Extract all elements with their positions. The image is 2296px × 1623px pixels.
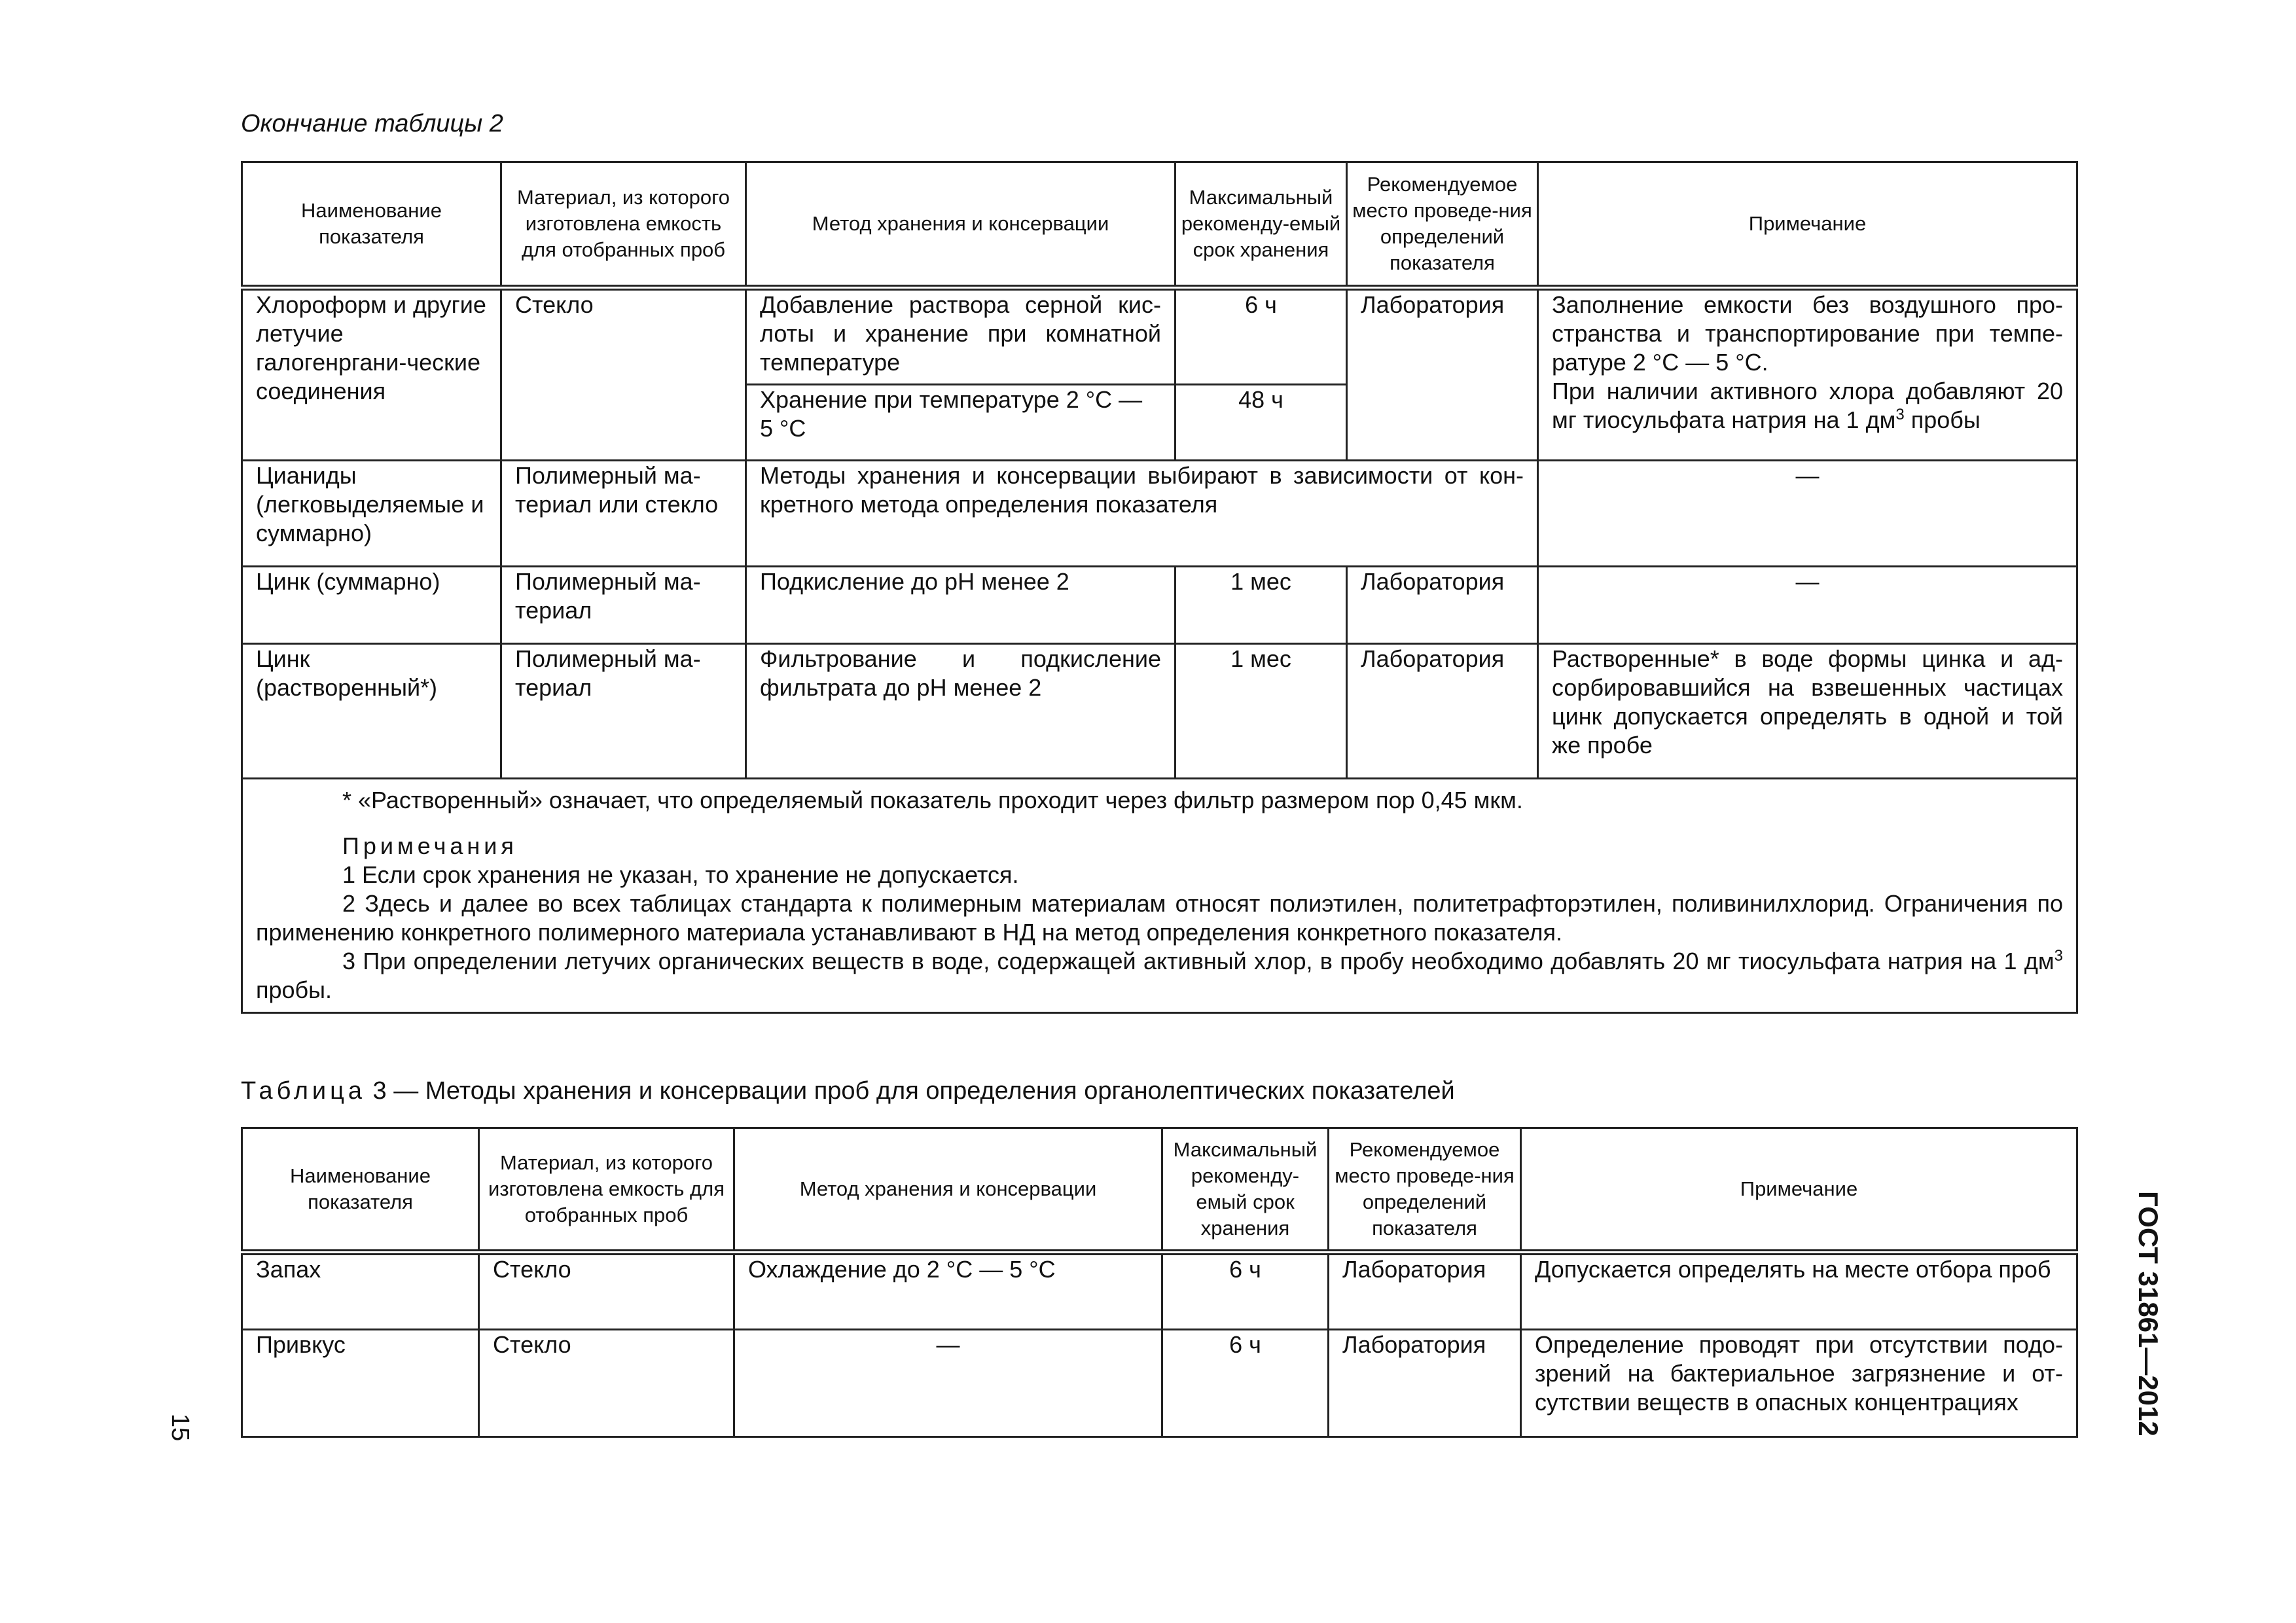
table2-note-text: При наличии активного хлора добавляют 20 мг тиосульфата натрия на 1 $дм^3$ пробы bbox=[1552, 378, 2063, 433]
table2-notes-title: Примечания bbox=[342, 832, 518, 859]
table2-cell-place: Лаборатория bbox=[1347, 644, 1538, 779]
table2-cell-material: Полимерный ма-териал bbox=[501, 644, 746, 779]
table3-header-term: Максимальный рекоменду-емый срок хранения bbox=[1162, 1128, 1329, 1253]
table2-cell-note: — bbox=[1538, 461, 2077, 567]
table3-cell-name: Запах bbox=[242, 1253, 479, 1330]
table2-cell-note: Растворенные* в воде формы цинка и ад-сорбировавшийся на взвешенных частицах цинк допускается определять в одной и той же пробе bbox=[1538, 644, 2077, 779]
table3-cell-method: Охлаждение до 2 °С — 5 °С bbox=[734, 1253, 1162, 1330]
table3-cell-note: Допускается определять на месте отбора проб bbox=[1521, 1253, 2077, 1330]
table3-cell-material: Стекло bbox=[479, 1253, 734, 1330]
table2-header-term: Максимальный рекоменду-емый срок хранения bbox=[1175, 162, 1347, 288]
table2-cell-place: Лаборатория bbox=[1347, 567, 1538, 644]
table2-cell-method: Фильтрование и подкисление фильтрата до рН менее 2 bbox=[746, 644, 1175, 779]
table2-note-2: 2 Здесь и далее во всех таблицах стандарта к полимерным материалам относят полиэтилен, политетрафторэтилен, поливинилхлорид. Ограничения по применению конкретного полимерного материала устанавливают в НД на метод определения конкретного показателя. bbox=[256, 890, 2063, 946]
table2-note-text: Заполнение емкости без воздушного про-странства и транспортирование при темпе-ратуре 2 °С — 5 °С. bbox=[1552, 291, 2063, 376]
table3-caption-text: 3 — Методы хранения и консервации проб для определения органолептических показателей bbox=[366, 1077, 1455, 1105]
table2-header-name: Наименование показателя bbox=[242, 162, 501, 288]
table-row bbox=[242, 567, 2077, 644]
table3-cell-term: 6 ч bbox=[1162, 1253, 1329, 1330]
table2-cell-place: Лаборатория bbox=[1347, 288, 1538, 461]
table2-cell-method: Методы хранения и консервации выбирают в зависимости от кон-кретного метода определения показателя bbox=[746, 461, 1538, 567]
table2-header-material: Материал, из которого изготовлена емкость для отобранных проб bbox=[501, 162, 746, 288]
table2-cell-term: 6 ч bbox=[1175, 288, 1347, 385]
table3-cell-note: Определение проводят при отсутствии подо-зрений на бактериальное загрязнение и от-сутствии веществ в опасных концентрациях bbox=[1521, 1330, 2077, 1437]
table2-continuation-caption: Окончание таблицы 2 bbox=[241, 110, 503, 137]
table2-notes-row bbox=[242, 779, 2077, 1013]
table2-cell-method: Подкисление до рН менее 2 bbox=[746, 567, 1175, 644]
table3-cell-method: — bbox=[734, 1330, 1162, 1437]
table2-cell-term: 1 мес bbox=[1175, 567, 1347, 644]
table2-footnote: * «Растворенный» означает, что определяемый показатель проходит через фильтр размером пор 0,45 мкм. bbox=[342, 787, 1523, 813]
table2-header-note: Примечание bbox=[1538, 162, 2077, 288]
table2-cell-method: Добавление раствора серной кис-лоты и хранение при комнатной температуре bbox=[746, 288, 1175, 385]
table3-cell-place: Лаборатория bbox=[1329, 1330, 1521, 1437]
table3-header-method: Метод хранения и консервации bbox=[734, 1128, 1162, 1253]
table-row bbox=[242, 288, 2077, 385]
table2-note-3: 3 При определении летучих органических веществ в воде, содержащей активный хлор, в пробу необходимо добавлять 20 мг тиосульфата натрия на 1 $дм^3$ пробы. bbox=[256, 947, 2063, 1003]
table2-cell-name: Цинк (суммарно) bbox=[242, 567, 501, 644]
table2-cell-material: Стекло bbox=[501, 288, 746, 461]
table2-cell-material: Полимерный ма-териал bbox=[501, 567, 746, 644]
table-row bbox=[242, 1330, 2077, 1437]
table-2 bbox=[241, 161, 2078, 1014]
table3-header-name: Наименование показателя bbox=[242, 1128, 479, 1253]
table3-cell-material: Стекло bbox=[479, 1330, 734, 1437]
table-row bbox=[242, 1253, 2077, 1330]
table2-cell-name: Хлороформ и другие летучие галогенргани-ческие соединения bbox=[242, 288, 501, 461]
table3-cell-place: Лаборатория bbox=[1329, 1253, 1521, 1330]
table3-cell-name: Привкус bbox=[242, 1330, 479, 1437]
table2-cell-method: Хранение при температуре 2 °С — 5 °С bbox=[746, 385, 1175, 461]
table-row bbox=[242, 461, 2077, 567]
page-number: 15 bbox=[166, 1414, 194, 1442]
table2-cell-term: 1 мес bbox=[1175, 644, 1347, 779]
table2-note-1: 1 Если срок хранения не указан, то хранение не допускается. bbox=[342, 861, 1019, 888]
table3-header-note: Примечание bbox=[1521, 1128, 2077, 1253]
table2-header-method: Метод хранения и консервации bbox=[746, 162, 1175, 288]
table2-cell-name: Цинк (растворенный*) bbox=[242, 644, 501, 779]
table-row bbox=[242, 644, 2077, 779]
spacer bbox=[256, 815, 2063, 832]
table2-cell-note: — bbox=[1538, 567, 2077, 644]
table3-header-place: Рекомендуемое место проведе-ния определений показателя bbox=[1329, 1128, 1521, 1253]
table3-header-material: Материал, из которого изготовлена емкость для отобранных проб bbox=[479, 1128, 734, 1253]
table2-cell-note bbox=[1538, 288, 2077, 461]
table3-caption-label: Таблица bbox=[241, 1077, 366, 1105]
table2-notes bbox=[242, 779, 2077, 1013]
standard-code: ГОСТ 31861—2012 bbox=[2133, 1191, 2164, 1436]
table2-cell-material: Полимерный ма-териал или стекло bbox=[501, 461, 746, 567]
table3-caption bbox=[241, 1077, 1455, 1105]
table2-cell-name: Цианиды (легковыделяемые и суммарно) bbox=[242, 461, 501, 567]
table-3 bbox=[241, 1127, 2078, 1438]
table2-cell-term: 48 ч bbox=[1175, 385, 1347, 461]
table3-cell-term: 6 ч bbox=[1162, 1330, 1329, 1437]
table2-header-place: Рекомендуемое место проведе-ния определений показателя bbox=[1347, 162, 1538, 288]
